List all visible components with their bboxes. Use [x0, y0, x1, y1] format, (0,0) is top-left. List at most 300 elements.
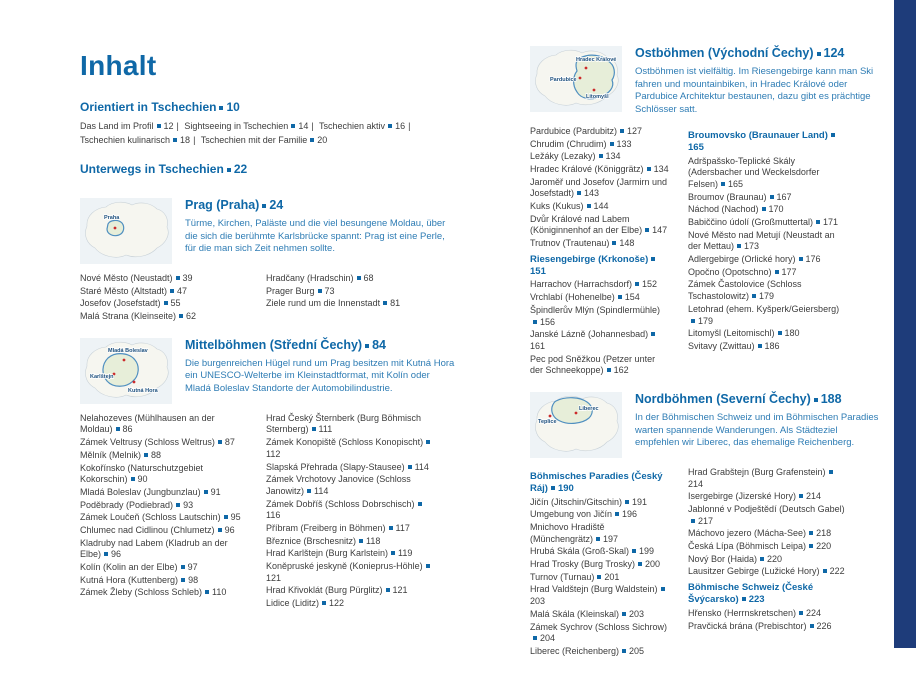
toc-entry [80, 311, 248, 323]
entry-page: 143 [584, 188, 600, 199]
map-label: Pardubice [550, 77, 577, 83]
section-ostboehmen [530, 46, 882, 378]
heading-page: 22 [233, 162, 248, 176]
page-marker-square [357, 276, 361, 280]
page-marker-square [388, 124, 392, 128]
entry-page: 144 [593, 201, 609, 211]
page-marker-square [742, 597, 746, 601]
heading-text: Orientiert in Tschechien [80, 100, 217, 114]
entry-title: Kutná Hora (Kuttenberg) [80, 574, 179, 585]
entry-title: Jablonné v Podještědí (Deutsch Gabel) [688, 504, 845, 514]
toc-entry [688, 130, 846, 155]
page-marker-square [661, 587, 665, 591]
city-dot [575, 412, 578, 415]
page-marker-square [116, 427, 120, 431]
toc-entry [80, 298, 248, 310]
page-marker-square [752, 294, 756, 298]
page-marker-square [809, 531, 813, 535]
entry-title: Ležáky (Lezaky) [530, 151, 596, 162]
toc-entry [688, 341, 846, 353]
entry-page: 186 [764, 340, 780, 351]
entry-title: Příbram (Freiberg in Böhmen) [266, 522, 386, 533]
entry-title: Adlergebirge (Orlické hory) [688, 254, 796, 265]
entry-title: Mělník (Melnik) [80, 449, 142, 460]
entry-page: 199 [639, 546, 655, 557]
entry-page: 96 [224, 524, 235, 535]
entry-page: 14 [298, 121, 309, 131]
page-marker-square [386, 588, 390, 592]
prag-description: Türme, Kirchen, Paläste und die viel besungene Moldau, über die sich die berühmte Karlsbrücke spannt: Prag ist eine Perle, für die man sich Zeit nehmen sollte. [185, 218, 446, 255]
toc-entry [184, 121, 316, 131]
entry-title: Liberec (Reichenberg) [530, 645, 620, 656]
toc-entry [688, 541, 846, 553]
separator: | [193, 134, 196, 145]
entry-title: Hrad Grabštejn (Burg Grafenstein) [688, 466, 826, 477]
toc-entry [530, 584, 670, 607]
entry-page: 47 [177, 285, 188, 296]
entry-page: 165 [688, 142, 704, 154]
toc-entry [688, 156, 846, 191]
heading-text: Ostböhmen (Východní Čechy) [635, 46, 814, 60]
map-label: Kutná Hora [128, 387, 158, 394]
entry-title: Kokořínsko (Naturschutzgebiet Kokorschin) [80, 462, 204, 485]
entry-page: 214 [688, 478, 704, 489]
entry-title: Zámek Vrchotovy Janovice (Schloss Janowitz) [266, 474, 411, 496]
page-marker-square [814, 398, 818, 402]
ostboehmen-columns [530, 126, 882, 378]
toc-entry [530, 164, 670, 176]
entry-title: Turnov (Turnau) [530, 571, 595, 582]
heading-text: Mittelböhmen (Střední Čechy) [185, 337, 363, 352]
toc-entry [688, 217, 846, 229]
toc-entry [80, 413, 248, 436]
toc-entry [80, 575, 248, 587]
entry-page: 180 [784, 328, 800, 339]
entry-title: Zámek Veltrusy (Schloss Weltrus) [80, 437, 215, 448]
prag-intro-row [80, 198, 456, 264]
entry-page: 114 [314, 485, 329, 496]
entry-title: Malá Strana (Kleinseite) [80, 311, 177, 322]
entry-title: Máchovo jezero (Mácha-See) [688, 528, 807, 539]
toc-entry [80, 538, 248, 561]
page-marker-square [533, 636, 537, 640]
toc-entry [530, 572, 670, 584]
toc-entry [266, 286, 434, 298]
entry-page: 224 [806, 607, 822, 618]
page-marker-square [218, 528, 222, 532]
entry-title: Janské Lázně (Johannesbad) [530, 329, 649, 340]
heading-text: Unterwegs in Tschechien [80, 162, 224, 176]
toc-entry [80, 135, 198, 145]
page-marker-square [615, 512, 619, 516]
toc-entry [530, 559, 670, 571]
entry-page: 68 [363, 273, 374, 283]
heading-ostboehmen [635, 46, 882, 61]
page-marker-square [645, 228, 649, 232]
entry-page: 12 [163, 121, 174, 131]
toc-column [266, 413, 434, 611]
page-marker-square [762, 207, 766, 211]
page-marker-square [131, 477, 135, 481]
entry-page: 134 [653, 163, 669, 174]
entry-title: Harrachov (Harrachsdorf) [530, 279, 633, 290]
toc-entry [688, 304, 846, 327]
toc-entry [530, 497, 670, 509]
toc-entry [266, 598, 434, 610]
entry-page: 196 [622, 509, 638, 520]
entry-title: Hrad Křivoklát (Burg Pürglitz) [266, 585, 383, 596]
entry-title: Broumovsko (Braunauer Land) [688, 129, 828, 141]
entry-title: Letohrad (ehem. Kyšperk/Geiersberg) [688, 303, 840, 314]
toc-entry [80, 463, 248, 486]
page-marker-square [638, 562, 642, 566]
page-marker-square [176, 503, 180, 507]
entry-page: 204 [540, 633, 556, 644]
entry-page: 165 [728, 178, 744, 189]
entry-title: Nový Bor (Haida) [688, 553, 758, 564]
toc-entry [80, 121, 182, 131]
page-marker-square [651, 332, 655, 336]
entry-page: 73 [324, 285, 335, 296]
entry-page: 220 [816, 541, 832, 552]
toc-entry [688, 328, 846, 340]
nordboehmen-intro-row [530, 392, 882, 458]
prag-intro [185, 198, 456, 256]
entry-page: 167 [776, 191, 792, 202]
ostboehmen-intro-row [530, 46, 882, 117]
entry-page: 97 [187, 562, 198, 572]
page-marker-square [262, 204, 266, 208]
toc-entry [80, 562, 248, 574]
heading-page: 124 [823, 46, 845, 60]
page-marker-square [157, 124, 161, 128]
page-marker-square [775, 270, 779, 274]
toc-column [266, 273, 434, 324]
toc-column [80, 273, 248, 324]
entry-title: Josefov (Josefstadt) [80, 298, 161, 309]
page-marker-square [823, 569, 827, 573]
entry-title: Zámek Žleby (Schloss Schleb) [80, 587, 203, 598]
map-nordboehmen-thumbnail [530, 392, 622, 458]
heading-page: 188 [820, 391, 842, 406]
entry-page: 197 [603, 533, 619, 544]
entry-page: 173 [744, 241, 760, 252]
entry-page: 179 [698, 315, 714, 326]
page-marker-square [770, 195, 774, 199]
page-marker-square [691, 519, 695, 523]
map-label: Litomyšl [586, 94, 609, 100]
entry-title: Zámek Konopiště (Schloss Konopischt) [266, 437, 424, 448]
entry-page: 179 [759, 291, 775, 302]
toc-entry [80, 525, 248, 537]
entry-title: Broumov (Braunau) [688, 191, 767, 202]
toc-entry [530, 329, 670, 352]
toc-entry [530, 609, 670, 621]
entry-title: Umgebung von Jičín [530, 509, 613, 520]
page-marker-square [322, 601, 326, 605]
entry-title: Staré Město (Altstadt) [80, 285, 168, 296]
entry-title: Poděbrady (Podiebrad) [80, 499, 174, 510]
entry-page: 191 [632, 496, 648, 507]
page-marker-square [778, 331, 782, 335]
right-page [530, 46, 882, 673]
page-marker-square [104, 552, 108, 556]
toc-entry [688, 491, 846, 503]
toc-entry [530, 354, 670, 377]
toc-entry [688, 204, 846, 216]
entry-title: Březnice (Brschesnitz) [266, 535, 357, 546]
toc-entry [266, 413, 434, 436]
entry-page: 203 [629, 608, 645, 619]
entry-page: 93 [183, 499, 194, 510]
page-marker-square [610, 142, 614, 146]
page-marker-square [799, 257, 803, 261]
ostboehmen-description: Ostböhmen ist vielfältig. Im Riesengebirge kann man Ski fahren und mountainbiken, in Hradec Králové oder Pardubice Architektur bestaunen, dazu gibt es prächtige Schlösser satt. [635, 66, 874, 116]
entry-title: Pravčická brána (Prebischtor) [688, 620, 807, 631]
toc-entry [530, 126, 670, 138]
toc-entry [80, 450, 248, 462]
entry-title: Tschechien kulinarisch [80, 134, 171, 145]
separator: | [408, 121, 411, 131]
page-edge-bar [894, 0, 916, 648]
entry-title: Hradec Králové (Königgrätz) [530, 163, 644, 174]
entry-page: 96 [111, 549, 122, 560]
entry-page: 87 [224, 437, 235, 448]
entry-page: 220 [767, 553, 783, 564]
page-marker-square [587, 204, 591, 208]
page-marker-square [533, 320, 537, 324]
entry-page: 111 [318, 424, 333, 435]
entry-page: 205 [629, 645, 645, 656]
city-dot [123, 358, 126, 361]
toc-column [688, 126, 846, 378]
entry-page: 161 [530, 340, 546, 351]
page-marker-square [426, 440, 430, 444]
toc-entry [266, 523, 434, 535]
page-marker-square [810, 624, 814, 628]
toc-entry [266, 499, 434, 522]
page-marker-square [612, 241, 616, 245]
entry-title: Zámek Sychrov (Schloss Sichrow) [530, 621, 668, 632]
entry-title: Zámek Dobříš (Schloss Dobrschisch) [266, 498, 415, 509]
heading-prag [185, 198, 456, 213]
page-marker-square [176, 276, 180, 280]
entry-title: Hrad Český Šternberk (Burg Böhmisch Sternberg) [266, 412, 422, 435]
nordboehmen-columns [530, 467, 882, 659]
page-marker-square [291, 124, 295, 128]
entry-title: Jičín (Jitschin/Gitschin) [530, 496, 623, 507]
entry-page: 98 [188, 574, 199, 585]
page-marker-square [809, 544, 813, 548]
entry-page: 152 [642, 279, 658, 290]
entry-page: 200 [645, 559, 661, 570]
page-marker-square [647, 167, 651, 171]
city-dot [579, 77, 582, 80]
entry-title: Böhmische Schweiz (České Švýcarsko) [688, 582, 814, 606]
toc-entry [266, 585, 434, 597]
page-marker-square [831, 133, 835, 137]
toc-entry [688, 621, 846, 633]
entry-title: Hrad Trosky (Burg Trosky) [530, 559, 636, 570]
page-marker-square [829, 470, 833, 474]
map-label: Hradec Králové [576, 57, 617, 63]
land-outline [85, 202, 168, 257]
entry-title: Böhmisches Paradies (Český Ráj) [530, 470, 663, 495]
entry-title: Litomyšl (Leitomischl) [688, 328, 775, 339]
entry-title: Špindlerův Mlýn (Spindlermühle) [530, 304, 661, 315]
entry-title: Tschechien mit der Familie [200, 134, 308, 145]
heading-nordboehmen [635, 392, 882, 407]
separator: | [176, 121, 179, 131]
toc-entry [530, 254, 670, 279]
map-ostboehmen-thumbnail [530, 46, 622, 112]
entry-page: 226 [816, 620, 832, 631]
entry-title: Pardubice (Pardubitz) [530, 125, 618, 136]
page-marker-square [551, 486, 555, 490]
toc-entry [80, 500, 248, 512]
toc-entry [530, 509, 670, 521]
toc-entry [530, 546, 670, 558]
page-marker-square [737, 244, 741, 248]
page-marker-square [799, 611, 803, 615]
toc-entry [530, 177, 670, 200]
orientiert-overview-list [80, 120, 456, 147]
page-marker-square [597, 575, 601, 579]
entry-title: Trutnov (Trautenau) [530, 238, 610, 249]
prag-columns [80, 273, 456, 324]
map-label: Praha [104, 215, 120, 221]
entry-page: 20 [317, 134, 328, 145]
entry-title: Prager Burg [266, 285, 315, 296]
page-marker-square [599, 154, 603, 158]
entry-title: Isergebirge (Jizerské Hory) [688, 491, 797, 502]
map-label: Karlštejn [90, 373, 114, 380]
heading-text: Nordböhmen (Severní Čechy) [635, 391, 811, 406]
heading-unterwegs [80, 162, 456, 176]
page-marker-square [219, 106, 223, 110]
page-marker-square [632, 549, 636, 553]
entry-page: 214 [806, 491, 822, 502]
page-marker-square [758, 344, 762, 348]
page-marker-square [816, 220, 820, 224]
entry-page: 148 [619, 238, 635, 249]
mittelboehmen-intro-row [80, 338, 456, 404]
entry-page: 90 [137, 474, 148, 485]
toc-entry [688, 467, 846, 490]
page-marker-square [391, 551, 395, 555]
entry-title: Pec pod Sněžkou (Petzer unter der Schneekoppe) [530, 353, 656, 376]
page-marker-square [721, 182, 725, 186]
entry-page: 203 [530, 596, 546, 607]
page-marker-square [144, 453, 148, 457]
page-marker-square [310, 138, 314, 142]
city-dot [593, 89, 596, 92]
entry-title: Mnichovo Hradiště (Münchengrätz) [530, 522, 605, 544]
toc-entry [266, 273, 434, 285]
left-page [80, 50, 456, 625]
entry-title: Opočno (Opotschno) [688, 266, 772, 277]
page-marker-square [204, 490, 208, 494]
separator: | [311, 121, 314, 131]
toc-entry [266, 298, 434, 310]
toc-entry [530, 201, 670, 213]
entry-page: 176 [805, 254, 821, 265]
toc-entry [266, 474, 434, 497]
toc-entry [266, 561, 434, 584]
page-marker-square [205, 590, 209, 594]
entry-title: Kuks (Kukus) [530, 201, 584, 211]
entry-page: 88 [151, 449, 162, 460]
toc-entry [688, 582, 846, 607]
heading-page: 84 [372, 337, 386, 352]
entry-title: Hrad Karlštejn (Burg Karlstein) [266, 548, 389, 559]
entry-title: Hrubá Skála (Groß-Skal) [530, 546, 630, 557]
entry-title: Náchod (Nachod) [688, 204, 759, 215]
toc-column [688, 467, 846, 659]
page-marker-square [799, 494, 803, 498]
entry-page: 116 [266, 510, 281, 521]
entry-title: Svitavy (Zwittau) [688, 340, 755, 351]
nordboehmen-intro [635, 392, 882, 450]
entry-title: Lidice (Liditz) [266, 598, 320, 609]
entry-title: Sightseeing in Tschechien [184, 121, 289, 131]
page-marker-square [312, 427, 316, 431]
toc-entry [688, 254, 846, 266]
mittelboehmen-columns [80, 413, 456, 611]
toc-entry [530, 305, 670, 328]
entry-title: Koněpruské jeskyně (Konieprus-Höhle) [266, 561, 423, 571]
heading-orientiert [80, 100, 456, 114]
city-dot [133, 380, 136, 383]
section-mittelboehmen [80, 338, 456, 611]
entry-page: 190 [557, 483, 574, 495]
page-marker-square [817, 52, 821, 56]
toc-entry [80, 273, 248, 285]
page-marker-square [622, 649, 626, 653]
heading-page: 24 [269, 198, 284, 212]
entry-title: Nové Město (Neustadt) [80, 273, 173, 283]
heading-page: 10 [226, 100, 240, 114]
page-marker-square [620, 129, 624, 133]
entry-title: Riesengebirge (Krkonoše) [530, 253, 649, 265]
entry-page: 114 [414, 461, 429, 472]
page-marker-square [651, 257, 655, 261]
page-marker-square [760, 557, 764, 561]
ostboehmen-intro [635, 46, 882, 117]
toc-entry [80, 286, 248, 298]
toc-entry [688, 554, 846, 566]
entry-title: Malá Skála (Kleinskal) [530, 608, 620, 619]
page-marker-square [173, 138, 177, 142]
entry-page: 134 [605, 151, 621, 162]
entry-page: 177 [781, 266, 797, 277]
toc-entry [530, 151, 670, 163]
toc-entry [688, 279, 846, 302]
entry-title: Ziele rund um die Innenstadt [266, 298, 381, 309]
toc-entry [266, 462, 434, 474]
page-marker-square [359, 539, 363, 543]
toc-column [530, 126, 670, 378]
entry-page: 95 [230, 512, 241, 523]
entry-page: 122 [329, 598, 345, 609]
mittelboehmen-description: Die burgenreichen Hügel rund um Prag besitzen mit Kutná Hora ein UNESCO-Welterbe im Kleinstadtformat, mit Kolín oder Mladá Boleslav Standorte der Automobilindustrie. [185, 357, 455, 395]
entry-title: Lausitzer Gebirge (Lužické Hory) [688, 566, 820, 577]
entry-title: Nové Město nad Metují (Neustadt an der Mettau) [688, 229, 835, 252]
entry-title: Kolín (Kolin an der Elbe) [80, 562, 178, 572]
entry-page: 147 [652, 225, 668, 236]
toc-entry [80, 587, 248, 599]
city-dot [585, 67, 588, 70]
